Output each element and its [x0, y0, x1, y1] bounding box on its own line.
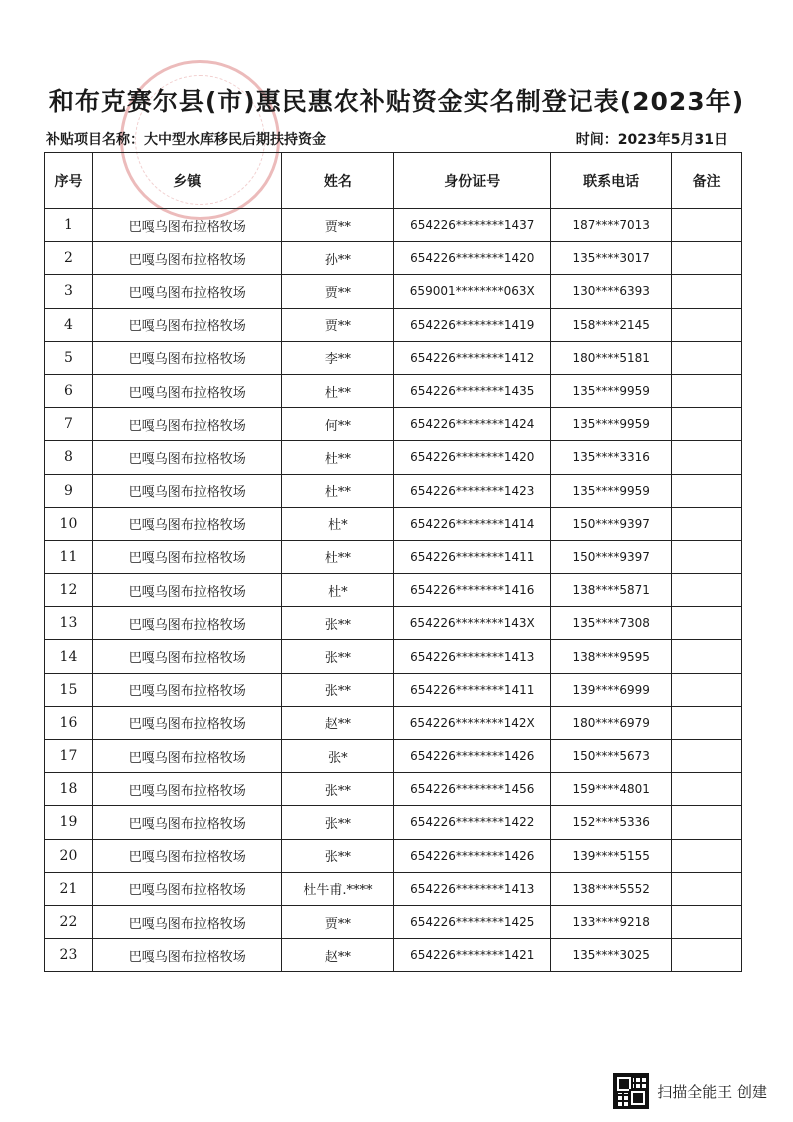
table-row	[45, 673, 742, 706]
cell-id-number: 654226********1426	[394, 740, 551, 773]
cell-remarks	[672, 607, 742, 640]
cell-name: 贾**	[282, 209, 394, 242]
cell-name: 杜**	[282, 540, 394, 573]
cell-name: 孙**	[282, 242, 394, 275]
cell-name: 杜*	[282, 574, 394, 607]
cell-id-number: 654226********1421	[394, 939, 551, 972]
cell-id-number: 654226********1411	[394, 673, 551, 706]
table-body	[45, 209, 742, 972]
cell-phone: 138****5552	[551, 872, 672, 905]
cell-id-number: 654226********1420	[394, 441, 551, 474]
cell-id-number: 654226********1414	[394, 507, 551, 540]
document-title: 和布克赛尔县(市)惠民惠农补贴资金实名制登记表(2023年)	[48, 87, 745, 116]
table-row	[45, 308, 742, 341]
cell-id-number: 654226********142X	[394, 706, 551, 739]
cell-name: 赵**	[282, 706, 394, 739]
cell-remarks	[672, 740, 742, 773]
table-row	[45, 242, 742, 275]
cell-phone: 180****5181	[551, 341, 672, 374]
cell-remarks	[672, 341, 742, 374]
cell-phone: 135****7308	[551, 607, 672, 640]
cell-name: 何**	[282, 408, 394, 441]
table-row	[45, 209, 742, 242]
cell-remarks	[672, 308, 742, 341]
cell-phone: 187****7013	[551, 209, 672, 242]
cell-id-number: 654226********1416	[394, 574, 551, 607]
header-seq: 序号	[45, 153, 93, 209]
table-row	[45, 939, 742, 972]
cell-seq: 8	[45, 441, 93, 474]
cell-township: 巴嘎乌图布拉格牧场	[92, 275, 282, 308]
registration-table	[44, 152, 742, 972]
cell-remarks	[672, 773, 742, 806]
cell-remarks	[672, 540, 742, 573]
cell-remarks	[672, 574, 742, 607]
cell-id-number: 654226********143X	[394, 607, 551, 640]
cell-township: 巴嘎乌图布拉格牧场	[92, 441, 282, 474]
project-name-label: 补贴项目名称：大中型水库移民后期扶持资金	[46, 132, 326, 148]
cell-seq: 4	[45, 308, 93, 341]
table-row	[45, 706, 742, 739]
cell-id-number: 654226********1435	[394, 374, 551, 407]
cell-id-number: 654226********1456	[394, 773, 551, 806]
cell-township: 巴嘎乌图布拉格牧场	[92, 308, 282, 341]
cell-id-number: 654226********1437	[394, 209, 551, 242]
cell-remarks	[672, 507, 742, 540]
cell-township: 巴嘎乌图布拉格牧场	[92, 740, 282, 773]
cell-township: 巴嘎乌图布拉格牧场	[92, 209, 282, 242]
cell-township: 巴嘎乌图布拉格牧场	[92, 773, 282, 806]
cell-name: 杜**	[282, 374, 394, 407]
cell-phone: 135****9959	[551, 408, 672, 441]
cell-name: 贾**	[282, 275, 394, 308]
cell-seq: 16	[45, 706, 93, 739]
cell-seq: 3	[45, 275, 93, 308]
header-remarks: 备注	[672, 153, 742, 209]
cell-township: 巴嘎乌图布拉格牧场	[92, 408, 282, 441]
table-row	[45, 374, 742, 407]
cell-remarks	[672, 939, 742, 972]
cell-name: 张**	[282, 806, 394, 839]
cell-id-number: 654226********1412	[394, 341, 551, 374]
table-row	[45, 607, 742, 640]
cell-township: 巴嘎乌图布拉格牧场	[92, 872, 282, 905]
cell-id-number: 654226********1420	[394, 242, 551, 275]
cell-name: 张**	[282, 773, 394, 806]
cell-township: 巴嘎乌图布拉格牧场	[92, 839, 282, 872]
cell-phone: 138****5871	[551, 574, 672, 607]
table-row	[45, 441, 742, 474]
cell-name: 杜*	[282, 507, 394, 540]
cell-seq: 12	[45, 574, 93, 607]
cell-name: 张**	[282, 607, 394, 640]
cell-seq: 17	[45, 740, 93, 773]
table-row	[45, 905, 742, 938]
cell-remarks	[672, 275, 742, 308]
date-label: 时间：2023年5月31日	[575, 132, 728, 148]
cell-id-number: 659001********063X	[394, 275, 551, 308]
cell-phone: 150****9397	[551, 540, 672, 573]
cell-name: 贾**	[282, 905, 394, 938]
cell-seq: 18	[45, 773, 93, 806]
cell-remarks	[672, 374, 742, 407]
cell-phone: 150****9397	[551, 507, 672, 540]
cell-township: 巴嘎乌图布拉格牧场	[92, 374, 282, 407]
cell-township: 巴嘎乌图布拉格牧场	[92, 939, 282, 972]
cell-phone: 135****3316	[551, 441, 672, 474]
cell-remarks	[672, 242, 742, 275]
cell-remarks	[672, 806, 742, 839]
cell-remarks	[672, 640, 742, 673]
cell-phone: 159****4801	[551, 773, 672, 806]
cell-remarks	[672, 905, 742, 938]
cell-remarks	[672, 872, 742, 905]
cell-township: 巴嘎乌图布拉格牧场	[92, 242, 282, 275]
cell-phone: 135****3025	[551, 939, 672, 972]
cell-township: 巴嘎乌图布拉格牧场	[92, 706, 282, 739]
cell-phone: 135****9959	[551, 474, 672, 507]
cell-phone: 139****6999	[551, 673, 672, 706]
cell-remarks	[672, 706, 742, 739]
table-row	[45, 773, 742, 806]
cell-seq: 6	[45, 374, 93, 407]
cell-phone: 139****5155	[551, 839, 672, 872]
cell-name: 杜**	[282, 441, 394, 474]
cell-id-number: 654226********1424	[394, 408, 551, 441]
cell-township: 巴嘎乌图布拉格牧场	[92, 673, 282, 706]
table-row	[45, 839, 742, 872]
table-row	[45, 507, 742, 540]
cell-seq: 10	[45, 507, 93, 540]
table-row	[45, 806, 742, 839]
cell-name: 赵**	[282, 939, 394, 972]
cell-name: 张*	[282, 740, 394, 773]
cell-seq: 19	[45, 806, 93, 839]
cell-remarks	[672, 673, 742, 706]
cell-seq: 23	[45, 939, 93, 972]
cell-seq: 13	[45, 607, 93, 640]
cell-phone: 135****9959	[551, 374, 672, 407]
cell-name: 张**	[282, 640, 394, 673]
table-row	[45, 872, 742, 905]
cell-phone: 133****9218	[551, 905, 672, 938]
cell-id-number: 654226********1419	[394, 308, 551, 341]
cell-township: 巴嘎乌图布拉格牧场	[92, 607, 282, 640]
cell-name: 贾**	[282, 308, 394, 341]
cell-township: 巴嘎乌图布拉格牧场	[92, 341, 282, 374]
cell-phone: 130****6393	[551, 275, 672, 308]
cell-name: 张**	[282, 839, 394, 872]
cell-seq: 7	[45, 408, 93, 441]
cell-name: 杜**	[282, 474, 394, 507]
cell-id-number: 654226********1413	[394, 640, 551, 673]
cell-township: 巴嘎乌图布拉格牧场	[92, 806, 282, 839]
table-row	[45, 640, 742, 673]
cell-seq: 14	[45, 640, 93, 673]
cell-phone: 180****6979	[551, 706, 672, 739]
cell-id-number: 654226********1423	[394, 474, 551, 507]
watermark-text: 扫描全能王 创建	[657, 1082, 767, 1101]
cell-phone: 135****3017	[551, 242, 672, 275]
cell-seq: 2	[45, 242, 93, 275]
cell-remarks	[672, 408, 742, 441]
cell-phone: 158****2145	[551, 308, 672, 341]
table-row	[45, 540, 742, 573]
header-name: 姓名	[282, 153, 394, 209]
header-township: 乡镇	[92, 153, 282, 209]
cell-township: 巴嘎乌图布拉格牧场	[92, 574, 282, 607]
cell-seq: 1	[45, 209, 93, 242]
cell-remarks	[672, 441, 742, 474]
header-id-number: 身份证号	[394, 153, 551, 209]
cell-remarks	[672, 474, 742, 507]
cell-township: 巴嘎乌图布拉格牧场	[92, 905, 282, 938]
cell-township: 巴嘎乌图布拉格牧场	[92, 507, 282, 540]
table-row	[45, 474, 742, 507]
cell-name: 杜牛甫.****	[282, 872, 394, 905]
cell-seq: 9	[45, 474, 93, 507]
cell-id-number: 654226********1426	[394, 839, 551, 872]
cell-id-number: 654226********1413	[394, 872, 551, 905]
scanner-watermark	[613, 1073, 767, 1109]
table-row	[45, 341, 742, 374]
cell-id-number: 654226********1425	[394, 905, 551, 938]
cell-seq: 21	[45, 872, 93, 905]
cell-township: 巴嘎乌图布拉格牧场	[92, 540, 282, 573]
cell-seq: 15	[45, 673, 93, 706]
cell-phone: 150****5673	[551, 740, 672, 773]
table-row	[45, 740, 742, 773]
cell-seq: 11	[45, 540, 93, 573]
cell-township: 巴嘎乌图布拉格牧场	[92, 474, 282, 507]
cell-remarks	[672, 839, 742, 872]
cell-name: 李**	[282, 341, 394, 374]
cell-remarks	[672, 209, 742, 242]
cell-name: 张**	[282, 673, 394, 706]
table-row	[45, 574, 742, 607]
cell-seq: 5	[45, 341, 93, 374]
cell-id-number: 654226********1411	[394, 540, 551, 573]
cell-phone: 152****5336	[551, 806, 672, 839]
qr-code-icon	[613, 1073, 649, 1109]
cell-phone: 138****9595	[551, 640, 672, 673]
cell-township: 巴嘎乌图布拉格牧场	[92, 640, 282, 673]
cell-seq: 22	[45, 905, 93, 938]
cell-seq: 20	[45, 839, 93, 872]
table-row	[45, 408, 742, 441]
table-header-row	[45, 153, 742, 209]
table-row	[45, 275, 742, 308]
cell-id-number: 654226********1422	[394, 806, 551, 839]
header-phone: 联系电话	[551, 153, 672, 209]
